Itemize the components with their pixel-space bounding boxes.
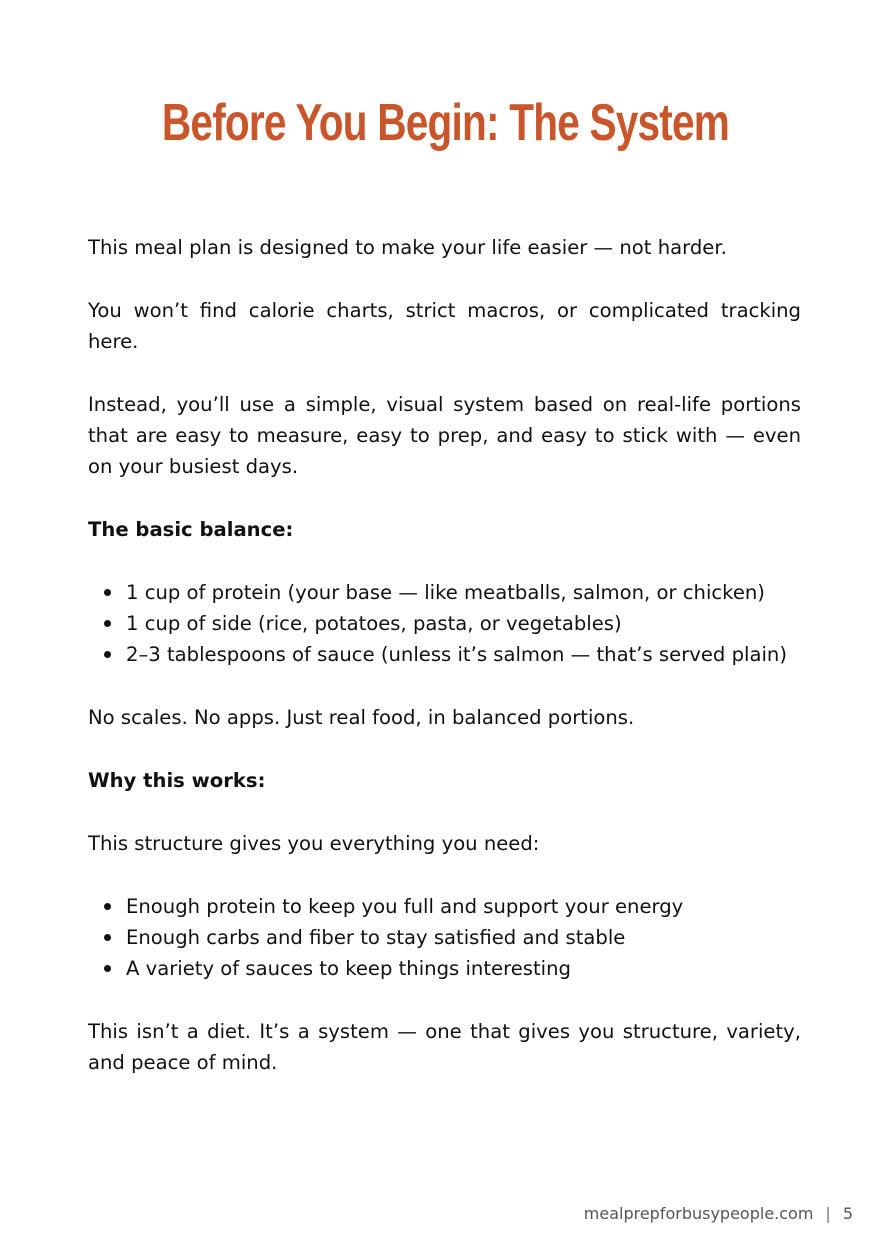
page-number: 5 — [842, 1204, 853, 1223]
why-intro-paragraph: This structure gives you everything you need: — [88, 832, 540, 855]
intro-paragraph-1: This meal plan is designed to make your life easier — not harder. — [88, 236, 727, 259]
list-item: 1 cup of side (rice, potatoes, pasta, or vegetables) — [126, 608, 801, 639]
balance-heading: The basic balance: — [88, 518, 294, 541]
list-item: 2–3 tablespoons of sauce (unless it’s salmon — that’s served plain) — [126, 639, 801, 670]
no-scales-paragraph: No scales. No apps. Just real food, in balanced portions. — [88, 706, 635, 729]
footer-separator: | — [825, 1204, 831, 1223]
list-item: Enough protein to keep you full and support your energy — [126, 891, 801, 922]
footer-site-link[interactable]: mealprepforbusypeople.com — [583, 1204, 814, 1223]
balance-list — [88, 577, 801, 670]
why-heading: Why this works: — [88, 769, 266, 792]
closing-paragraph: This isn’t a diet. It’s a system — one that gives you structure, variety, and peace of mind. — [88, 1020, 801, 1074]
why-list — [88, 891, 801, 984]
list-item: 1 cup of protein (your base — like meatballs, salmon, or chicken) — [126, 577, 801, 608]
intro-paragraph-2: You won’t find calorie charts, strict macros, or complicated tracking here. — [88, 299, 801, 353]
list-item: A variety of sauces to keep things interesting — [126, 953, 801, 984]
page-content — [88, 232, 801, 1110]
intro-paragraph-3: Instead, you’ll use a simple, visual system based on real-life portions that are easy to measure, easy to prep, and easy to stick with — even on your busiest days. — [88, 393, 801, 478]
page-title: Before You Begin: The System — [161, 94, 730, 152]
list-item: Enough carbs and fiber to stay satisfied and stable — [126, 922, 801, 953]
page-footer — [584, 1202, 853, 1226]
